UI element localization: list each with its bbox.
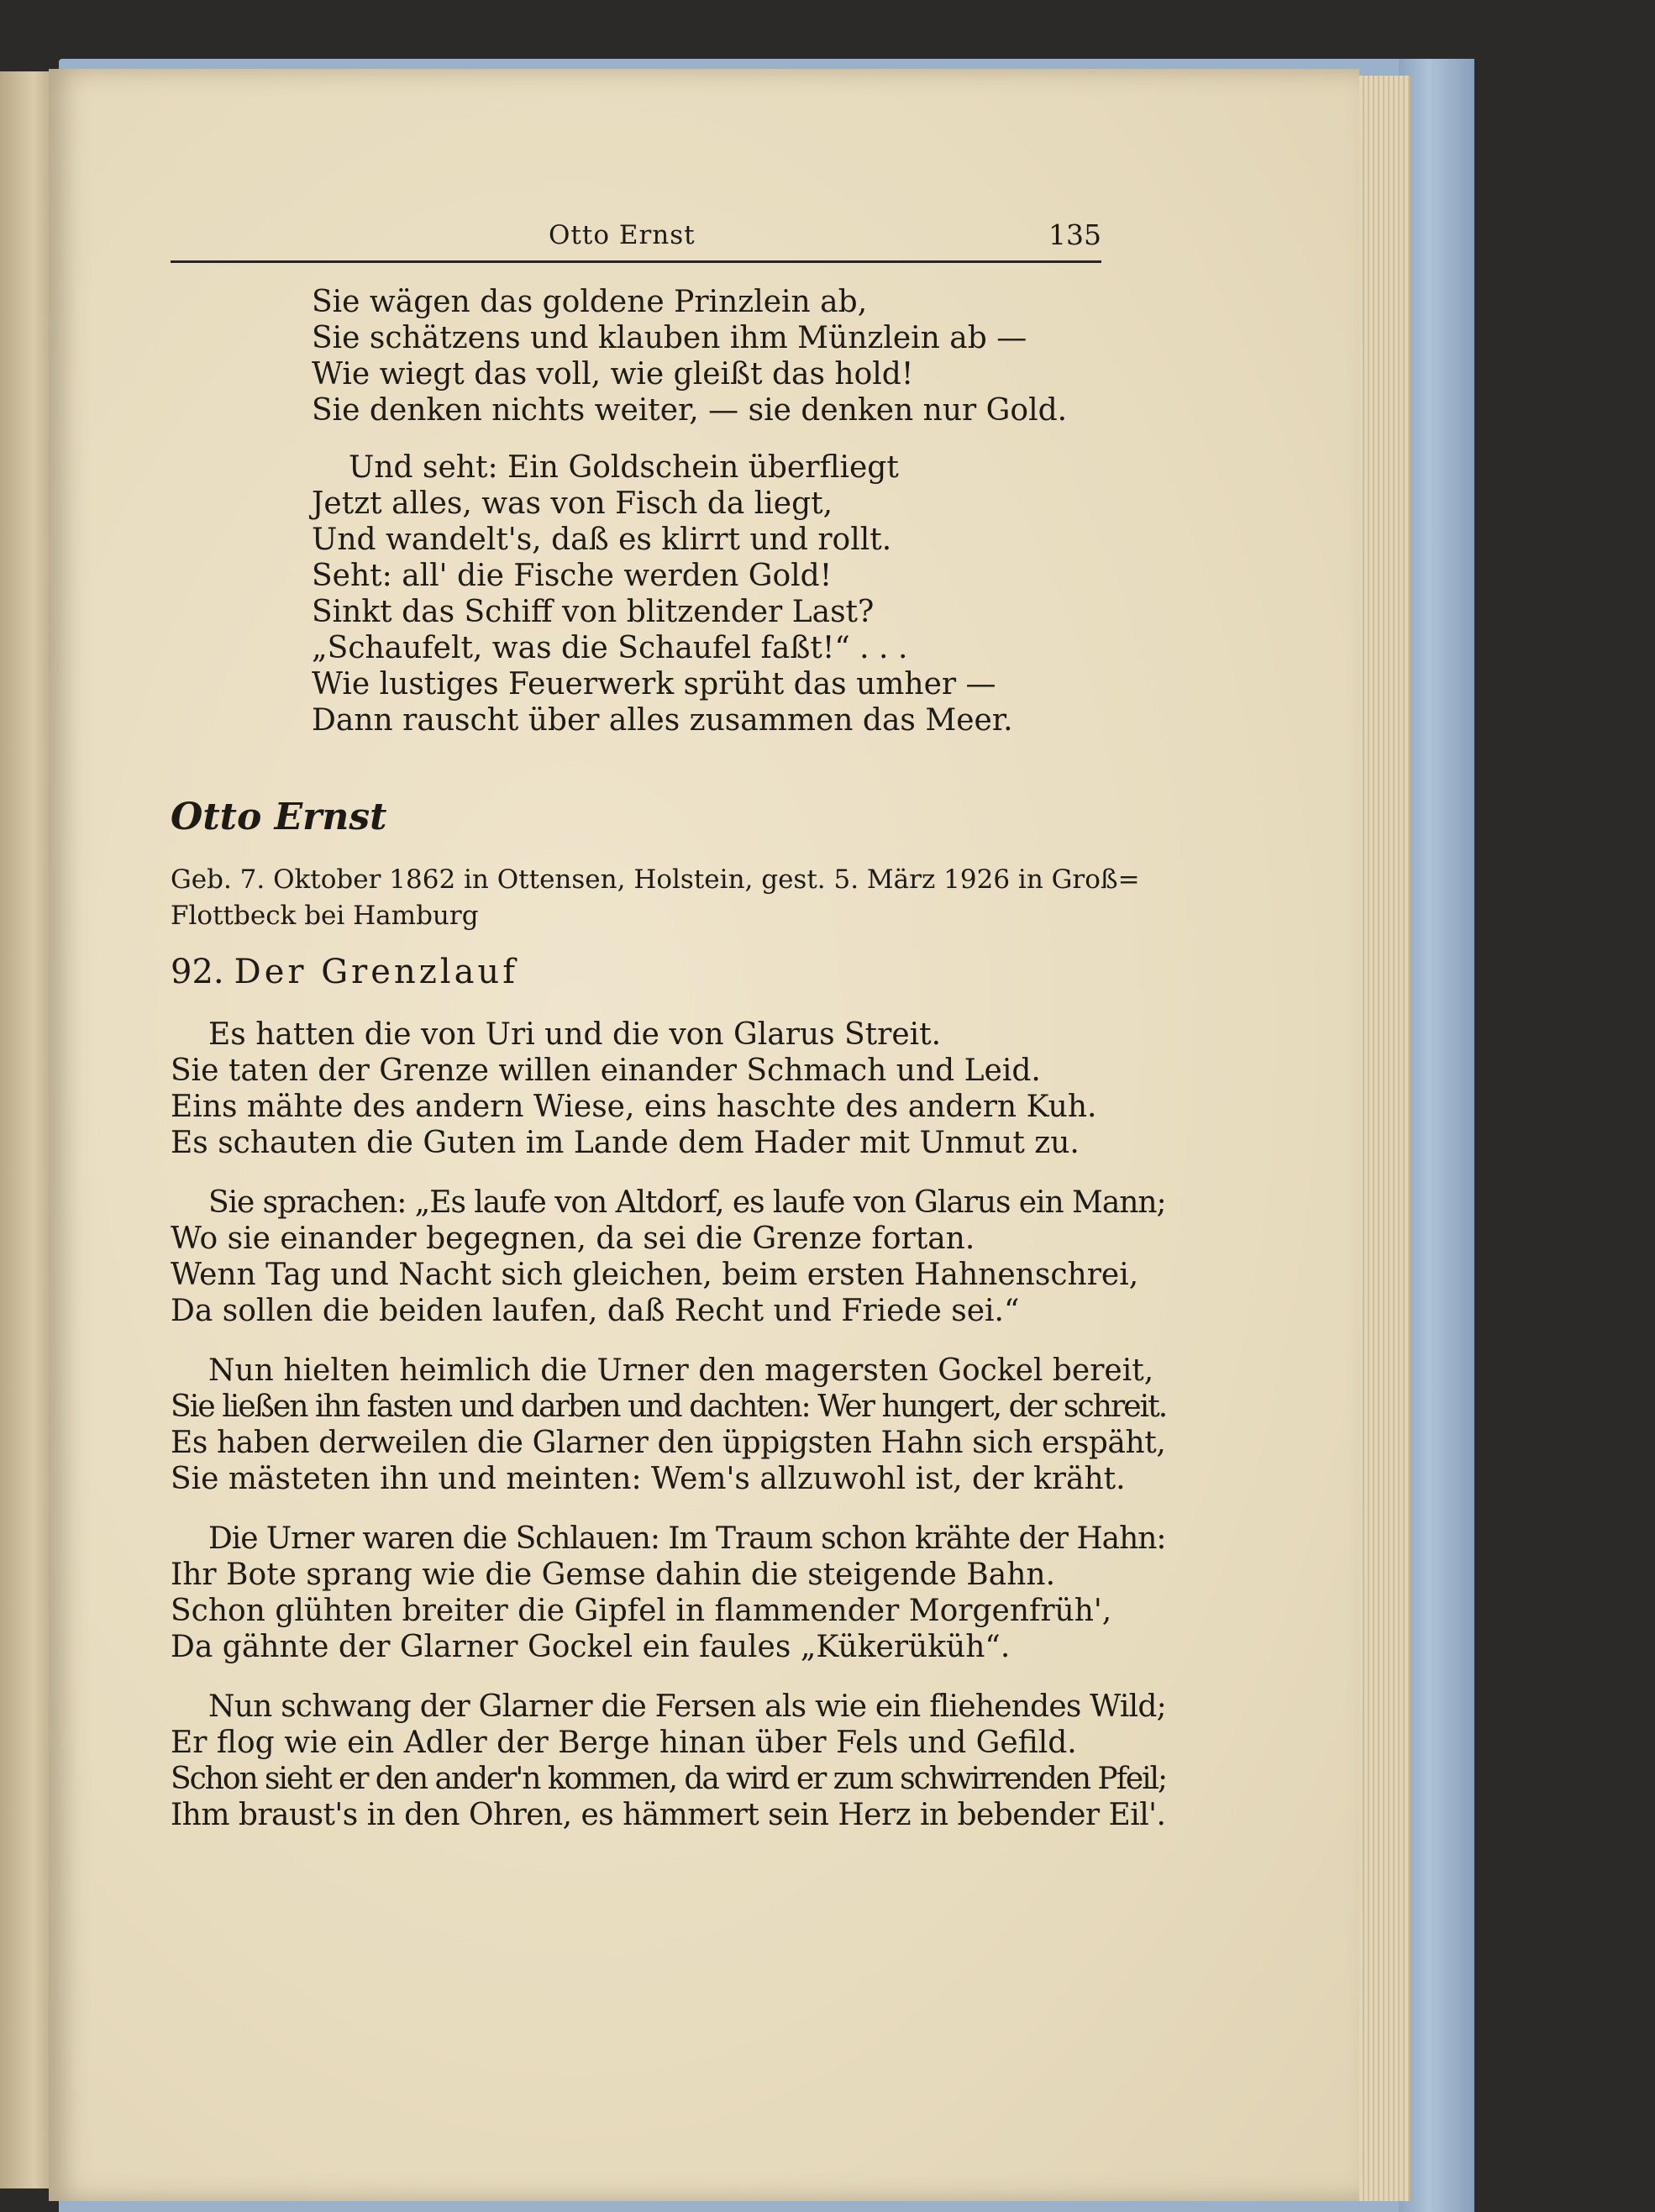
poem-heading [171, 953, 518, 991]
author-name: Otto Ernst [171, 796, 387, 838]
verse-line: Wenn Tag und Nacht sich gleichen, beim ersten Hahnenschrei, [171, 1258, 1139, 1292]
verse-line: Seht: all' die Fische werden Gold! [312, 559, 833, 593]
verse-line: Sie ließen ihn fasten und darben und dachten: Wer hungert, der schreit. [171, 1390, 1167, 1424]
poem-title: Der Grenzlauf [234, 953, 518, 991]
verse-line: Sie denken nichts weiter, — sie denken nur Gold. [312, 393, 1068, 428]
verse-line: Ihr Bote sprang wie die Gemse dahin die steigende Bahn. [171, 1558, 1056, 1592]
verse-line: Es schauten die Guten im Lande dem Hader mit Unmut zu. [171, 1126, 1080, 1160]
verse-line: Sie schätzens und klauben ihm Münzlein ab — [312, 321, 1027, 355]
verse-line: Da sollen die beiden laufen, daß Recht und Friede sei.“ [171, 1294, 1020, 1328]
verse-line: Wie wiegt das voll, wie gleißt das hold! [312, 357, 914, 391]
verse-line: Da gähnte der Glarner Gockel ein faules „Kükerüküh“. [171, 1630, 1011, 1664]
verse-line: Und wandelt's, daß es klirrt und rollt. [312, 523, 892, 557]
verse-line: Schon sieht er den ander'n kommen, da wird er zum schwirrenden Pfeil; [171, 1762, 1167, 1796]
verse-line: Und seht: Ein Goldschein überfliegt [349, 450, 899, 485]
verse-line: Nun hielten heimlich die Urner den magersten Gockel bereit, [208, 1353, 1154, 1388]
verse-line: Dann rauscht über alles zusammen das Meer. [312, 703, 1013, 738]
author-bio-line: Flottbeck bei Hamburg [171, 901, 479, 931]
verse-line: Sie mästeten ihn und meinten: Wem's allzuwohl ist, der kräht. [171, 1462, 1126, 1496]
poem-number: 92. [171, 953, 224, 991]
verse-line: Sie wägen das goldene Prinzlein ab, [312, 285, 868, 319]
verse-line: Wie lustiges Feuerwerk sprüht das umher — [312, 667, 996, 701]
verse-line: Wo sie einander begegnen, da sei die Grenze fortan. [171, 1222, 975, 1256]
verse-line: Eins mähte des andern Wiese, eins haschte des andern Kuh. [171, 1090, 1097, 1124]
verse-line: Sie taten der Grenze willen einander Schmach und Leid. [171, 1053, 1041, 1088]
verse-line: Nun schwang der Glarner die Fersen als wie ein fliehendes Wild; [208, 1689, 1166, 1724]
verse-line: Sie sprachen: „Es laufe von Altdorf, es laufe von Glarus ein Mann; [208, 1185, 1166, 1220]
verse-line: Schon glühten breiter die Gipfel in flammender Morgenfrüh', [171, 1594, 1112, 1628]
verse-line: Er flog wie ein Adler der Berge hinan über Fels und Gefild. [171, 1726, 1077, 1760]
author-bio-line: Geb. 7. Oktober 1862 in Ottensen, Holstein, gest. 5. März 1926 in Groß= [171, 864, 1140, 895]
left-page-edge [0, 71, 51, 2188]
verse-line: Die Urner waren die Schlauen: Im Traum schon krähte der Hahn: [208, 1521, 1166, 1556]
verse-line: Sinkt das Schiff von blitzender Last? [312, 595, 875, 629]
running-header [171, 208, 1101, 263]
verse-line: „Schaufelt, was die Schaufel faßt!“ . . . [312, 631, 908, 665]
running-header-title: Otto Ernst [549, 220, 696, 250]
verse-line: Es haben derweilen die Glarner den üppigsten Hahn sich erspäht, [171, 1426, 1166, 1460]
verse-line: Ihm braust's in den Ohren, es hämmert sein Herz in bebender Eil'. [171, 1798, 1166, 1832]
verse-line: Jetzt alles, was von Fisch da liegt, [312, 486, 833, 521]
page-number: 135 [1048, 218, 1101, 251]
book-page [49, 69, 1359, 2201]
verse-line: Es hatten die von Uri und die von Glarus Streit. [208, 1017, 942, 1052]
